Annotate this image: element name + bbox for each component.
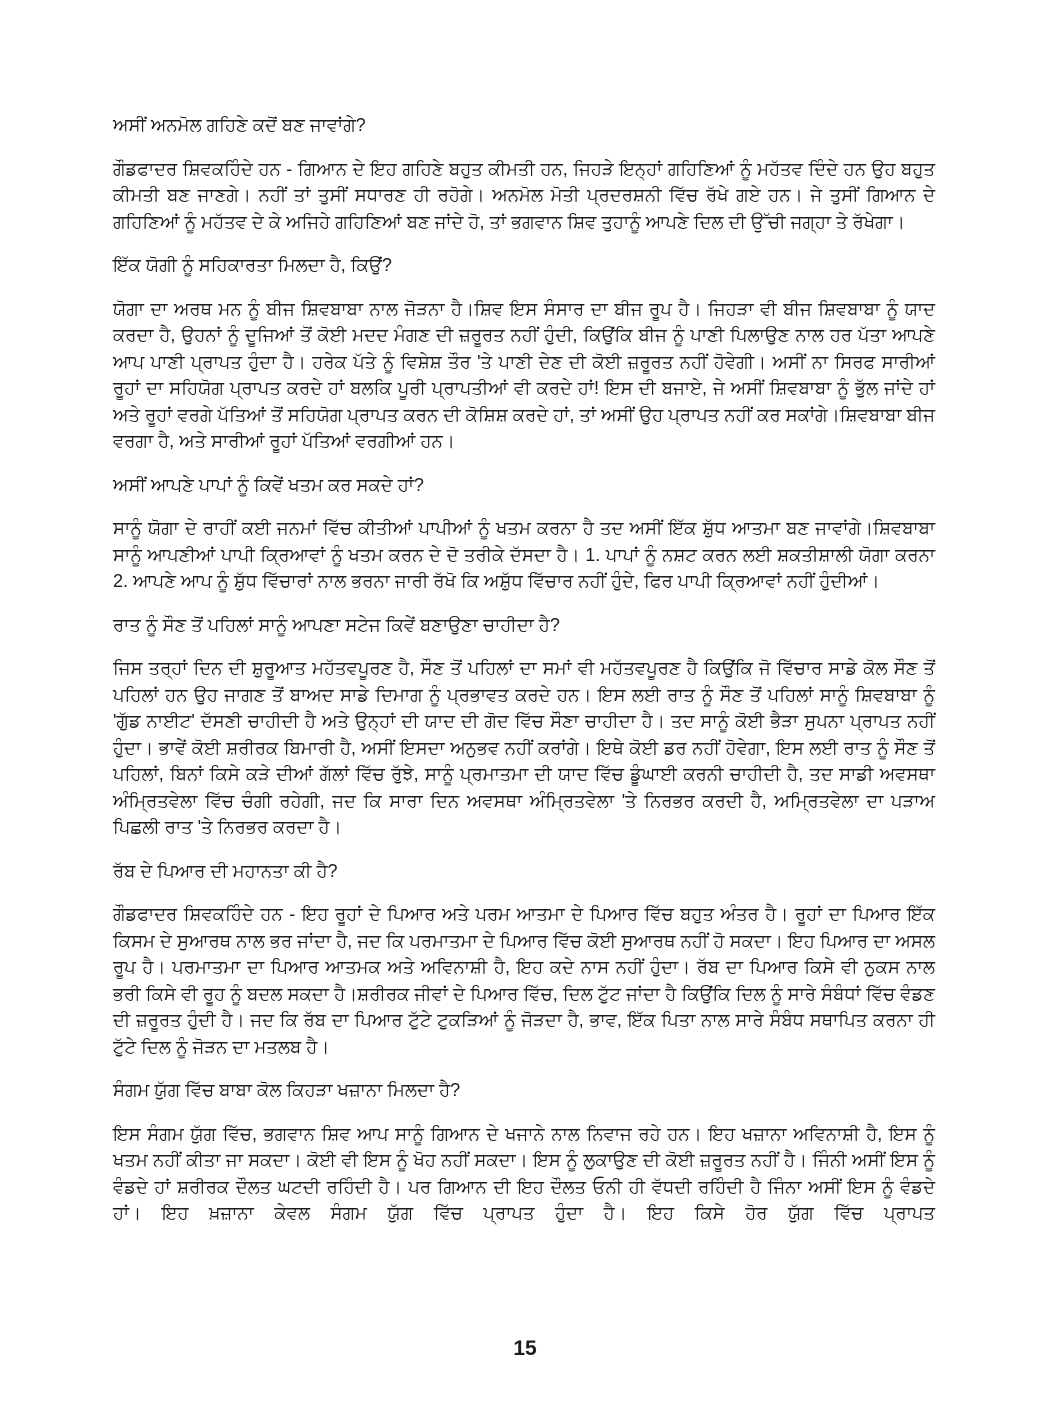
section-yogi-cooperation xyxy=(113,252,935,455)
section-paragraph: ਗੌਡਫਾਦਰ ਸ਼ਿਵਕਹਿੰਦੇ ਹਨ - ਗਿਆਨ ਦੇ ਇਹ ਗਹਿਣੇ ਬਹੁਤ ਕੀਮਤੀ ਹਨ, ਜਿਹੜੇ ਇਨ੍ਹਾਂ ਗਹਿਣਿਆਂ ਨੂੰ ਮਹੱਤਵ ਦਿੰਦੇ ਹਨ ਉਹ ਬਹੁਤ ਕੀਮਤੀ ਬਣ ਜਾਣਗੇ। ਨਹੀਂ ਤਾਂ ਤੁਸੀਂ ਸਧਾਰਣ ਹੀ ਰਹੋਗੇ। ਅਨਮੋਲ ਮੋਤੀ ਪ੍ਰਦਰਸ਼ਨੀ ਵਿੱਚ ਰੱਖੇ ਗਏ ਹਨ। ਜੇ ਤੁਸੀਂ ਗਿਆਨ ਦੇ ਗਹਿਣਿਆਂ ਨੂੰ ਮਹੱਤਵ ਦੇ ਕੇ ਅਜਿਹੇ ਗਹਿਣਿਆਂ ਬਣ ਜਾਂਦੇ ਹੋ, ਤਾਂ ਭਗਵਾਨ ਸ਼ਿਵ ਤੁਹਾਨੂੰ ਆਪਣੇ ਦਿਲ ਦੀ ਉੱਚੀ ਜਗ੍ਹਾ ਤੇ ਰੱਖੇਗਾ। xyxy=(113,158,935,232)
section-night-stage xyxy=(113,612,935,841)
section-paragraph: ਇਸ ਸੰਗਮ ਯੁੱਗ ਵਿੱਚ, ਭਗਵਾਨ ਸ਼ਿਵ ਆਪ ਸਾਨੂੰ ਗਿਆਨ ਦੇ ਖਜਾਨੇ ਨਾਲ ਨਿਵਾਜ ਰਹੇ ਹਨ। ਇਹ ਖਜ਼ਾਨਾ ਅਵਿਨਾਸ਼ੀ ਹੈ, ਇਸ ਨੂੰ ਖਤਮ ਨਹੀਂ ਕੀਤਾ ਜਾ ਸਕਦਾ। ਕੋਈ ਵੀ ਇਸ ਨੂੰ ਖੋਹ ਨਹੀਂ ਸਕਦਾ। ਇਸ ਨੂੰ ਲੁਕਾਉਣ ਦੀ ਕੋਈ ਜ਼ਰੂਰਤ ਨਹੀਂ ਹੈ। ਜਿੰਨੀ ਅਸੀਂ ਇਸ ਨੂੰ ਵੰਡਦੇ ਹਾਂ ਸ਼ਰੀਰਕ ਦੌਲਤ ਘਟਦੀ ਰਹਿੰਦੀ ਹੈ। ਪਰ ਗਿਆਨ ਦੀ ਇਹ ਦੌਲਤ ਓਨੀ ਹੀ ਵੱਧਦੀ ਰਹਿੰਦੀ ਹੈ ਜਿੰਨਾ ਅਸੀਂ ਇਸ ਨੂੰ ਵੰਡਦੇ ਹਾਂ। ਇਹ ਖ਼ਜ਼ਾਨਾ ਕੇਵਲ ਸੰਗਮ ਯੁੱਗ ਵਿੱਚ ਪ੍ਰਾਪਤ ਹੁੰਦਾ ਹੈ। ਇਹ ਕਿਸੇ ਹੋਰ ਯੁੱਗ ਵਿੱਚ ਪ੍ਰਾਪਤ xyxy=(113,1123,935,1223)
section-gods-love xyxy=(113,858,935,1061)
section-jewels xyxy=(113,112,935,235)
section-heading: ਰੱਬ ਦੇ ਪਿਆਰ ਦੀ ਮਹਾਨਤਾ ਕੀ ਹੈ? xyxy=(113,860,338,881)
section-paragraph: ਗੌਡਫਾਦਰ ਸ਼ਿਵਕਹਿੰਦੇ ਹਨ - ਇਹ ਰੂਹਾਂ ਦੇ ਪਿਆਰ ਅਤੇ ਪਰਮ ਆਤਮਾ ਦੇ ਪਿਆਰ ਵਿੱਚ ਬਹੁਤ ਅੰਤਰ ਹੈ। ਰੂਹਾਂ ਦਾ ਪਿਆਰ ਇੱਕ ਕਿਸਮ ਦੇ ਸੁਆਰਥ ਨਾਲ ਭਰ ਜਾਂਦਾ ਹੈ, ਜਦ ਕਿ ਪਰਮਾਤਮਾ ਦੇ ਪਿਆਰ ਵਿੱਚ ਕੋਈ ਸੁਆਰਥ ਨਹੀਂ ਹੋ ਸਕਦਾ। ਇਹ ਪਿਆਰ ਦਾ ਅਸਲ ਰੂਪ ਹੈ। ਪਰਮਾਤਮਾ ਦਾ ਪਿਆਰ ਆਤਮਕ ਅਤੇ ਅਵਿਨਾਸ਼ੀ ਹੈ, ਇਹ ਕਦੇ ਨਾਸ ਨਹੀਂ ਹੁੰਦਾ। ਰੱਬ ਦਾ ਪਿਆਰ ਕਿਸੇ ਵੀ ਨੁਕਸ ਨਾਲ ਭਰੀ ਕਿਸੇ ਵੀ ਰੂਹ ਨੂੰ ਬਦਲ ਸਕਦਾ ਹੈ।ਸ਼ਰੀਰਕ ਜੀਵਾਂ ਦੇ ਪਿਆਰ ਵਿੱਚ, ਦਿਲ ਟੁੱਟ ਜਾਂਦਾ ਹੈ ਕਿਉਂਕਿ ਦਿਲ ਨੂੰ ਸਾਰੇ ਸੰਬੰਧਾਂ ਵਿੱਚ ਵੰਡਣ ਦੀ ਜ਼ਰੂਰਤ ਹੁੰਦੀ ਹੈ। ਜਦ ਕਿ ਰੱਬ ਦਾ ਪਿਆਰ ਟੁੱਟੇ ਟੁਕੜਿਆਂ ਨੂੰ ਜੋੜਦਾ ਹੈ, ਭਾਵ, ਇੱਕ ਪਿਤਾ ਨਾਲ ਸਾਰੇ ਸੰਬੰਧ ਸਥਾਪਿਤ ਕਰਨਾ ਹੀ ਟੁੱਟੇ ਦਿਲ ਨੂੰ ਜੋੜਨ ਦਾ ਮਤਲਬ ਹੈ। xyxy=(113,904,935,1057)
page-number: 15 xyxy=(513,1337,537,1360)
section-paragraph: ਜਿਸ ਤਰ੍ਹਾਂ ਦਿਨ ਦੀ ਸ਼ੁਰੂਆਤ ਮਹੱਤਵਪੂਰਣ ਹੈ, ਸੌਣ ਤੋਂ ਪਹਿਲਾਂ ਦਾ ਸਮਾਂ ਵੀ ਮਹੱਤਵਪੂਰਣ ਹੈ ਕਿਉਂਕਿ ਜੋ ਵਿੱਚਾਰ ਸਾਡੇ ਕੋਲ ਸੌਣ ਤੋਂ ਪਹਿਲਾਂ ਹਨ ਉਹ ਜਾਗਣ ਤੋਂ ਬਾਅਦ ਸਾਡੇ ਦਿਮਾਗ ਨੂੰ ਪ੍ਰਭਾਵਤ ਕਰਦੇ ਹਨ। ਇਸ ਲਈ ਰਾਤ ਨੂੰ ਸੌਣ ਤੋਂ ਪਹਿਲਾਂ ਸਾਨੂੰ ਸ਼ਿਵਬਾਬਾ ਨੂੰ 'ਗੁੱਡ ਨਾਈਟ' ਦੱਸਣੀ ਚਾਹੀਦੀ ਹੈ ਅਤੇ ਉਨ੍ਹਾਂ ਦੀ ਯਾਦ ਦੀ ਗੋਦ ਵਿੱਚ ਸੌਣਾ ਚਾਹੀਦਾ ਹੈ। ਤਦ ਸਾਨੂੰ ਕੋਈ ਭੈੜਾ ਸੁਪਨਾ ਪ੍ਰਾਪਤ ਨਹੀਂ ਹੁੰਦਾ। ਭਾਵੇਂ ਕੋਈ ਸ਼ਰੀਰਕ ਬਿਮਾਰੀ ਹੈ, ਅਸੀਂ ਇਸਦਾ ਅਨੁਭਵ ਨਹੀਂ ਕਰਾਂਗੇ। ਇਥੇ ਕੋਈ ਡਰ ਨਹੀਂ ਹੋਵੇਗਾ, ਇਸ ਲਈ ਰਾਤ ਨੂੰ ਸੌਣ ਤੋਂ ਪਹਿਲਾਂ, ਬਿਨਾਂ ਕਿਸੇ ਕੜੇ ਦੀਆਂ ਗੱਲਾਂ ਵਿੱਚ ਰੁੱਝੇ, ਸਾਨੂੰ ਪ੍ਰਮਾਤਮਾ ਦੀ ਯਾਦ ਵਿੱਚ ਡੂੰਘਾਈ ਕਰਨੀ ਚਾਹੀਦੀ ਹੈ, ਤਦ ਸਾਡੀ ਅਵਸਥਾ ਅੰਮ੍ਰਿਤਵੇਲਾ ਵਿੱਚ ਚੰਗੀ ਰਹੇਗੀ, ਜਦ ਕਿ ਸਾਰਾ ਦਿਨ ਅਵਸਥਾ ਅੰਮ੍ਰਿਤਵੇਲਾ 'ਤੇ ਨਿਰਭਰ ਕਰਦੀ ਹੈ, ਅਮ੍ਰਿਤਵੇਲਾ ਦਾ ਪੜਾਅ ਪਿਛਲੀ ਰਾਤ 'ਤੇ ਨਿਰਭਰ ਕਰਦਾ ਹੈ। xyxy=(113,658,935,837)
section-ending-sins xyxy=(113,472,935,595)
section-paragraph: ਸਾਨੂੰ ਯੋਗਾ ਦੇ ਰਾਹੀਂ ਕਈ ਜਨਮਾਂ ਵਿੱਚ ਕੀਤੀਆਂ ਪਾਪੀਆਂ ਨੂੰ ਖਤਮ ਕਰਨਾ ਹੈ ਤਦ ਅਸੀਂ ਇੱਕ ਸ਼ੁੱਧ ਆਤਮਾ ਬਣ ਜਾਵਾਂਗੇ।ਸ਼ਿਵਬਾਬਾ ਸਾਨੂੰ ਆਪਣੀਆਂ ਪਾਪੀ ਕ੍ਰਿਆਵਾਂ ਨੂੰ ਖਤਮ ਕਰਨ ਦੇ ਦੋ ਤਰੀਕੇ ਦੱਸਦਾ ਹੈ। 1. ਪਾਪਾਂ ਨੂੰ ਨਸ਼ਟ ਕਰਨ ਲਈ ਸ਼ਕਤੀਸ਼ਾਲੀ ਯੋਗਾ ਕਰਨਾ 2. ਆਪਣੇ ਆਪ ਨੂੰ ਸ਼ੁੱਧ ਵਿੱਚਾਰਾਂ ਨਾਲ ਭਰਨਾ ਜਾਰੀ ਰੱਖੋ ਕਿ ਅਸ਼ੁੱਧ ਵਿੱਚਾਰ ਨਹੀਂ ਹੁੰਦੇ, ਫਿਰ ਪਾਪੀ ਕ੍ਰਿਆਵਾਂ ਨਹੀਂ ਹੁੰਦੀਆਂ। xyxy=(113,518,935,591)
section-treasure xyxy=(113,1077,935,1227)
section-heading: ਇੱਕ ਯੋਗੀ ਨੂੰ ਸਹਿਕਾਰਤਾ ਮਿਲਦਾ ਹੈ, ਕਿਉਂ? xyxy=(113,255,392,275)
section-heading: ਰਾਤ ਨੂੰ ਸੌਣ ਤੋਂ ਪਹਿਲਾਂ ਸਾਨੂੰ ਆਪਣਾ ਸਟੇਜ ਕਿਵੇਂ ਬਣਾਉਣਾ ਚਾਹੀਦਾ ਹੈ? xyxy=(113,614,560,635)
section-heading: ਸੰਗਮ ਯੁੱਗ ਵਿੱਚ ਬਾਬਾ ਕੋਲ ਕਿਹੜਾ ਖਜ਼ਾਨਾ ਮਿਲਦਾ ਹੈ? xyxy=(113,1080,461,1100)
section-heading: ਅਸੀਂ ਆਪਣੇ ਪਾਪਾਂ ਨੂੰ ਕਿਵੇਂ ਖਤਮ ਕਰ ਸਕਦੇ ਹਾਂ? xyxy=(113,474,424,495)
section-heading: ਅਸੀਂ ਅਨਮੋਲ ਗਹਿਣੇ ਕਦੋਂ ਬਣ ਜਾਵਾਂਗੇ? xyxy=(113,115,366,135)
section-paragraph: ਯੋਗਾ ਦਾ ਅਰਥ ਮਨ ਨੂੰ ਬੀਜ ਸ਼ਿਵਬਾਬਾ ਨਾਲ ਜੋੜਨਾ ਹੈ।ਸ਼ਿਵ ਇਸ ਸੰਸਾਰ ਦਾ ਬੀਜ ਰੂਪ ਹੈ। ਜਿਹੜਾ ਵੀ ਬੀਜ ਸ਼ਿਵਬਾਬਾ ਨੂੰ ਯਾਦ ਕਰਦਾ ਹੈ, ਉਹਨਾਂ ਨੂੰ ਦੂਜਿਆਂ ਤੋਂ ਕੋਈ ਮਦਦ ਮੰਗਣ ਦੀ ਜ਼ਰੂਰਤ ਨਹੀਂ ਹੁੰਦੀ, ਕਿਉਂਕਿ ਬੀਜ ਨੂੰ ਪਾਣੀ ਪਿਲਾਉਣ ਨਾਲ ਹਰ ਪੱਤਾ ਆਪਣੇ ਆਪ ਪਾਣੀ ਪ੍ਰਾਪਤ ਹੁੰਦਾ ਹੈ। ਹਰੇਕ ਪੱਤੇ ਨੂੰ ਵਿਸ਼ੇਸ਼ ਤੌਰ 'ਤੇ ਪਾਣੀ ਦੇਣ ਦੀ ਕੋਈ ਜ਼ਰੂਰਤ ਨਹੀਂ ਹੋਵੇਗੀ। ਅਸੀਂ ਨਾ ਸਿਰਫ ਸਾਰੀਆਂ ਰੂਹਾਂ ਦਾ ਸਹਿਯੋਗ ਪ੍ਰਾਪਤ ਕਰਦੇ ਹਾਂ ਬਲਕਿ ਪੂਰੀ ਪ੍ਰਾਪਤੀਆਂ ਵੀ ਕਰਦੇ ਹਾਂ! ਇਸ ਦੀ ਬਜਾਏ, ਜੇ ਅਸੀਂ ਸ਼ਿਵਬਾਬਾ ਨੂੰ ਭੁੱਲ ਜਾਂਦੇ ਹਾਂ ਅਤੇ ਰੂਹਾਂ ਵਰਗੇ ਪੱਤਿਆਂ ਤੋਂ ਸਹਿਯੋਗ ਪ੍ਰਾਪਤ ਕਰਨ ਦੀ ਕੋਸ਼ਿਸ਼ ਕਰਦੇ ਹਾਂ, ਤਾਂ ਅਸੀਂ ਉਹ ਪ੍ਰਾਪਤ ਨਹੀਂ ਕਰ ਸਕਾਂਗੇ।ਸ਼ਿਵਬਾਬਾ ਬੀਜ ਵਰਗਾ ਹੈ, ਅਤੇ ਸਾਰੀਆਂ ਰੂਹਾਂ ਪੱਤਿਆਂ ਵਰਗੀਆਂ ਹਨ। xyxy=(113,298,935,451)
